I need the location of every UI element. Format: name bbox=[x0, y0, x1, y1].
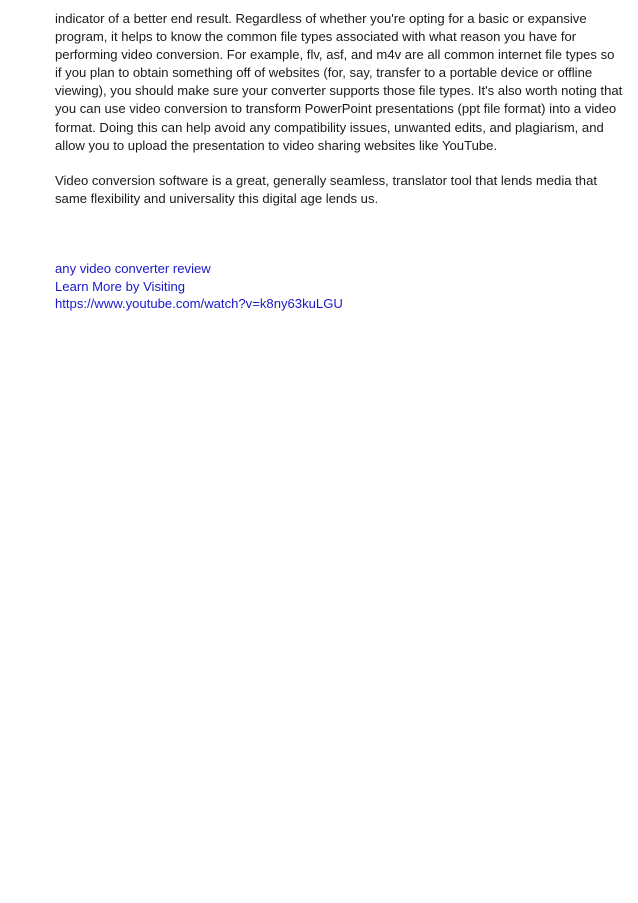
paragraph-file-types bbox=[55, 10, 623, 155]
text-line: viewing), you should make sure your converter supports those file types. It's also worth noting that bbox=[55, 83, 623, 99]
text-line: performing video conversion. For example, flv, asf, and m4v are all common internet file types so bbox=[55, 47, 615, 63]
link-video-converter-review[interactable]: any video converter review bbox=[55, 261, 211, 276]
link-youtube-url[interactable]: https://www.youtube.com/watch?v=k8ny63kuLGU bbox=[55, 296, 343, 312]
document-body bbox=[55, 10, 623, 208]
text-line: allow you to upload the presentation to video sharing websites like YouTube. bbox=[55, 137, 498, 153]
text-line: same flexibility and universality this digital age lends us. bbox=[55, 190, 379, 206]
link-list bbox=[55, 260, 343, 313]
text-line: you can use video conversion to transform PowerPoint presentations (ppt file format) into a video bbox=[55, 101, 617, 117]
text-line: if you plan to obtain something off of websites (for, say, transfer to a portable device or offline bbox=[55, 65, 593, 81]
text-line: indicator of a better end result. Regardless of whether you're opting for a basic or expansive bbox=[55, 11, 587, 26]
text-line: program, it helps to know the common file types associated with what reason you have for bbox=[55, 29, 577, 45]
paragraph-conclusion bbox=[55, 172, 615, 208]
text-line: Video conversion software is a great, generally seamless, translator tool that lends media that bbox=[55, 172, 597, 188]
text-line: format. Doing this can help avoid any compatibility issues, unwanted edits, and plagiarism, and bbox=[55, 119, 604, 135]
link-learn-more[interactable]: Learn More by Visiting bbox=[55, 278, 186, 294]
